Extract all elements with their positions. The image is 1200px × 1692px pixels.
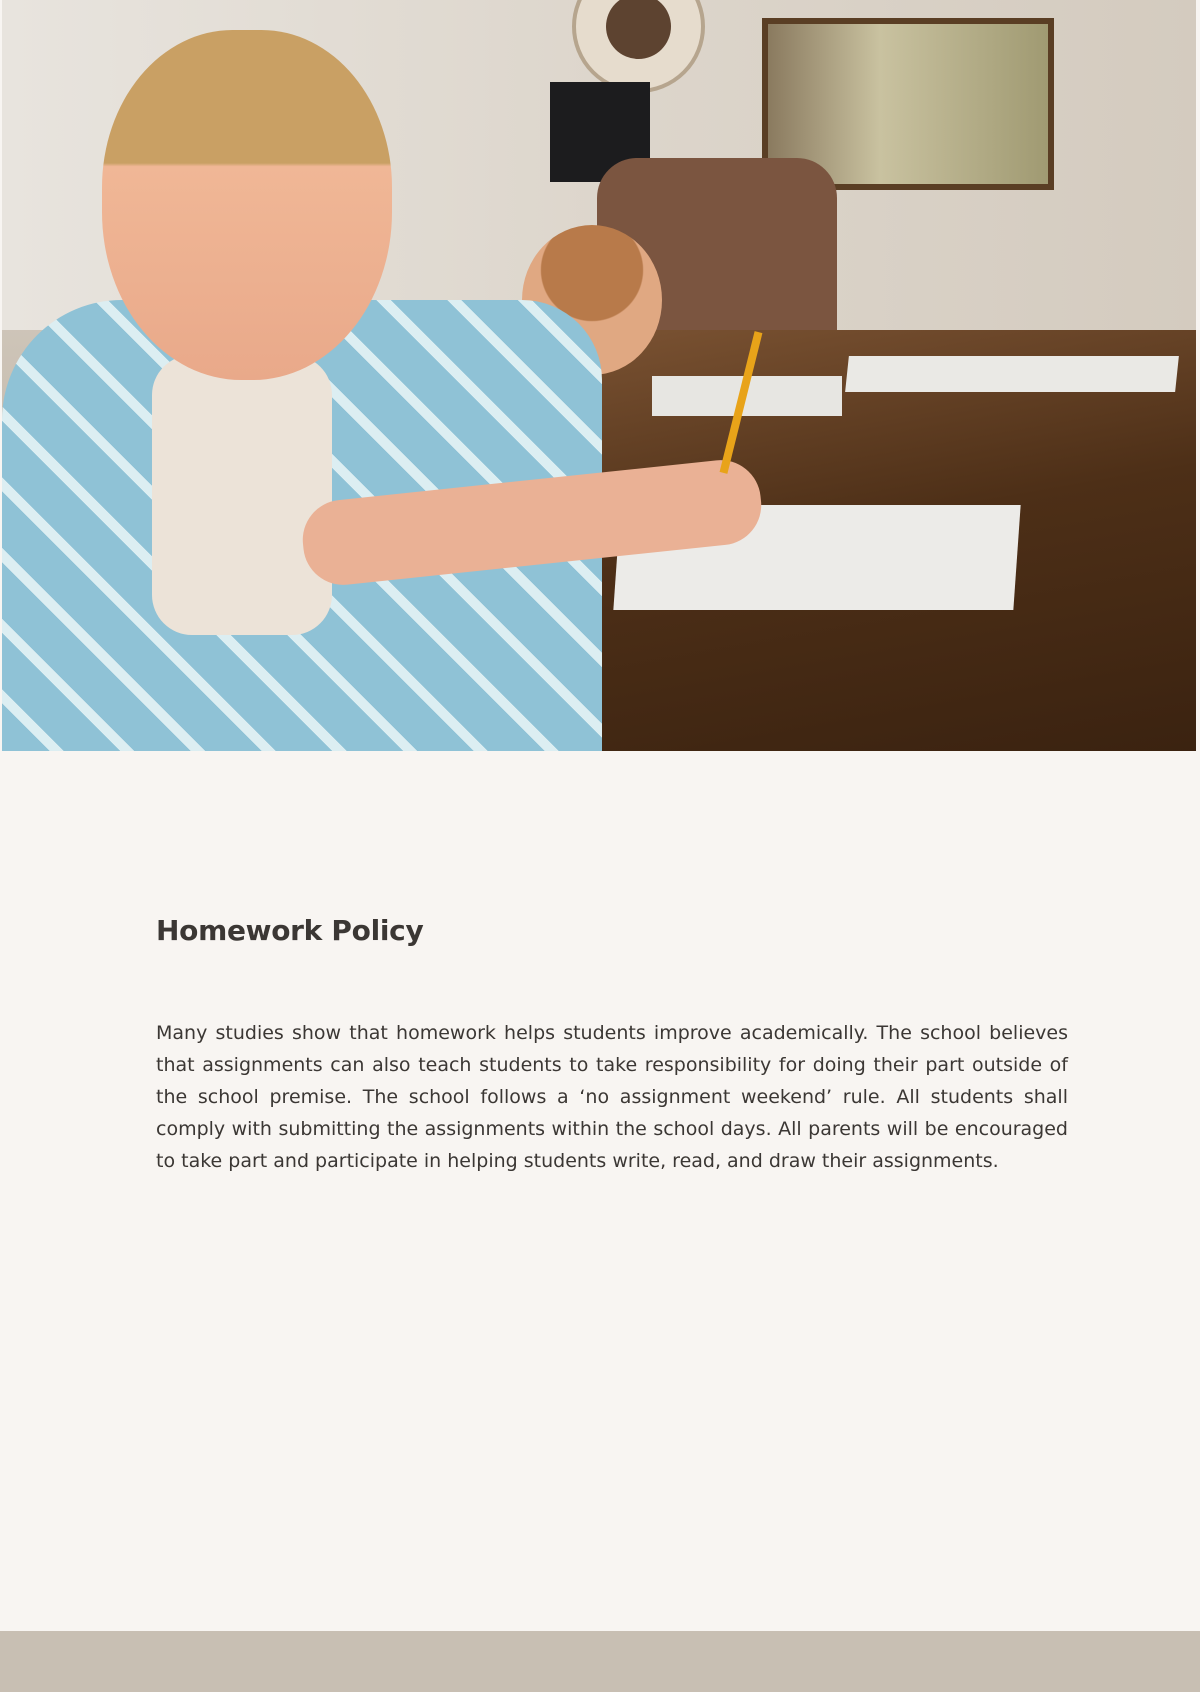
section-body: Many studies show that homework helps students improve academically. The school believes that assignments can also teach students to take responsibility for doing their part outside of the school premise. The school follows a ‘no assignment weekend’ rule. All students shall comply with submitting the assignments within the school days. All parents will be encouraged to take part and participate in helping students write, read, and draw their assignments. xyxy=(156,1022,1068,1172)
photo-boy-head xyxy=(102,30,392,380)
hero-photo xyxy=(2,0,1196,751)
section-title: Homework Policy xyxy=(156,914,424,947)
photo-shirt xyxy=(152,355,332,635)
photo-worksheet xyxy=(845,356,1179,392)
footer-bar xyxy=(0,1631,1200,1692)
